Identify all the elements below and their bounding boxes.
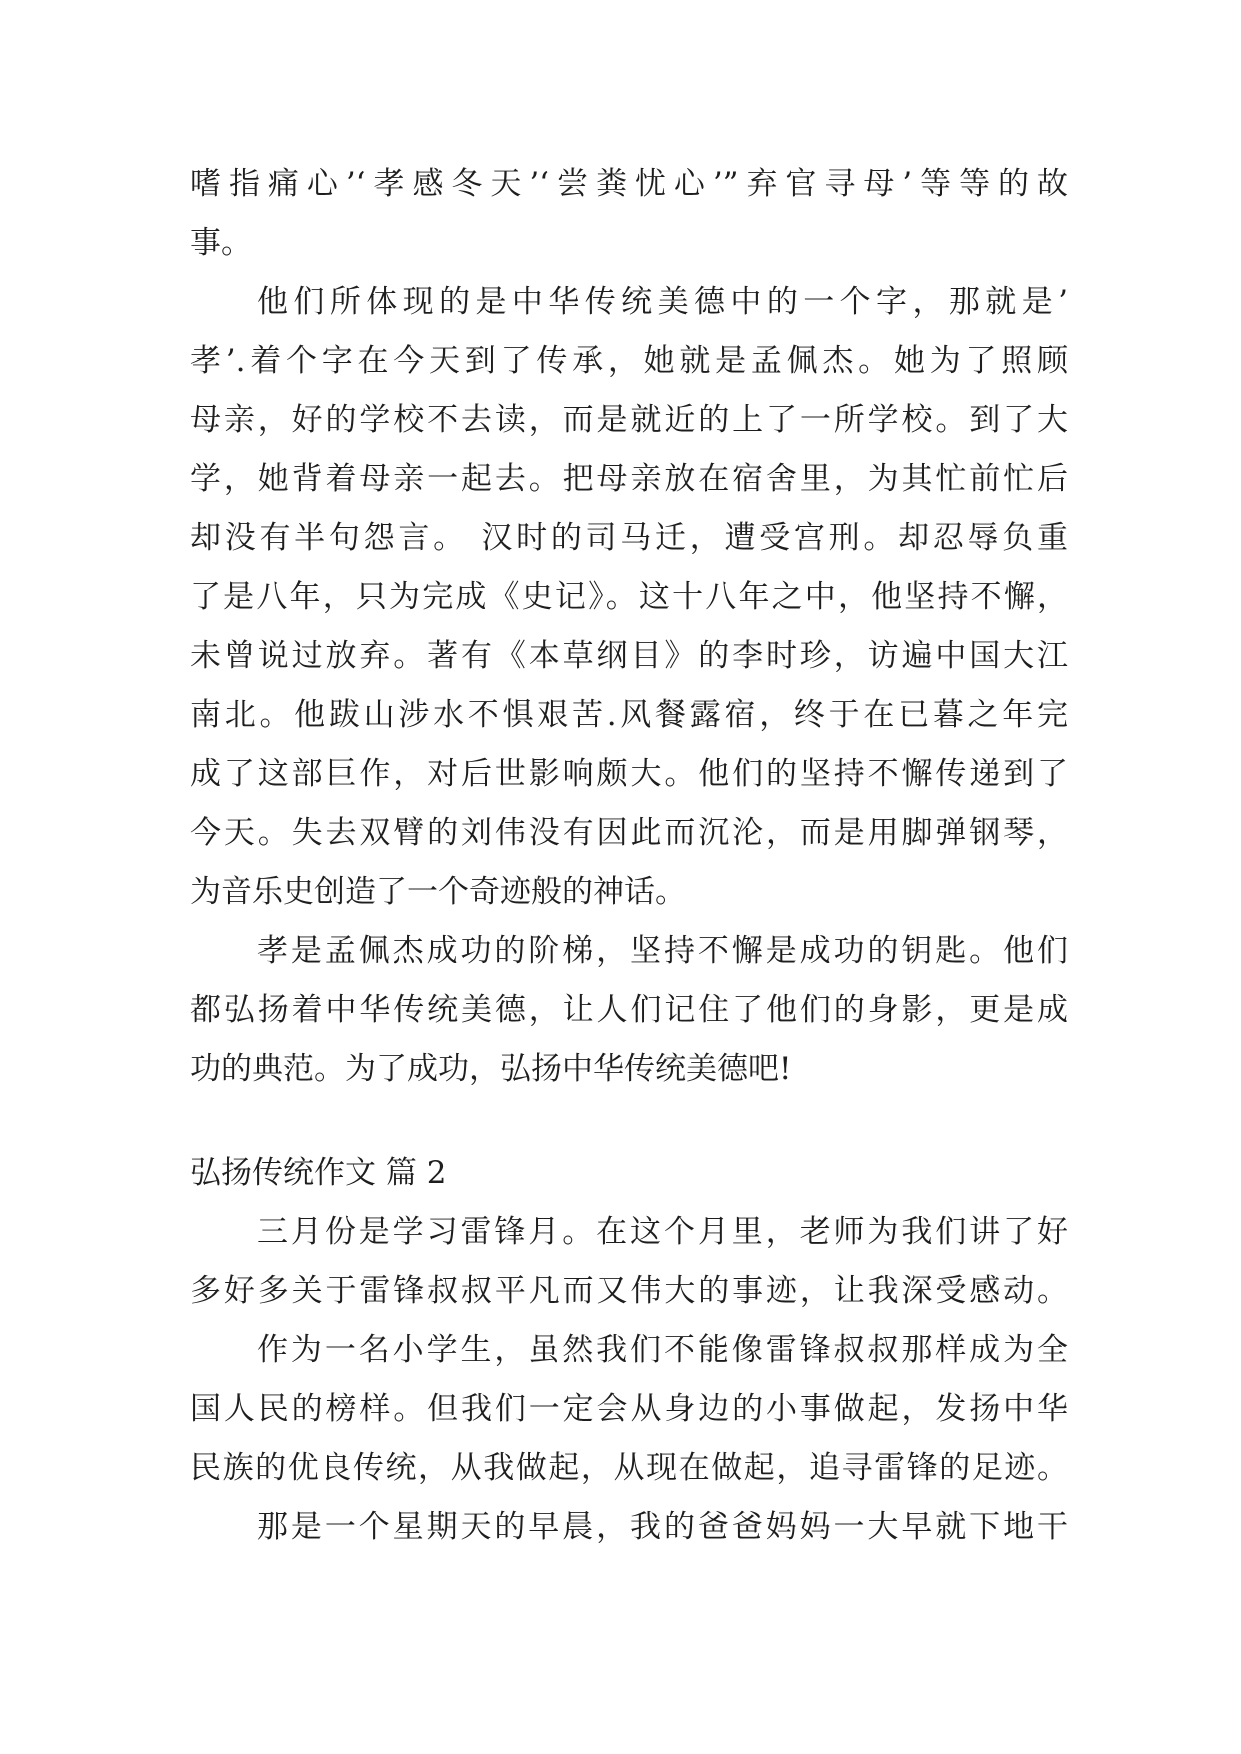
text-line: 了是八年，只为完成《史记》。这十八年之中，他坚持不懈， bbox=[190, 579, 1068, 615]
paragraph bbox=[190, 1321, 1068, 1498]
text-line: 事。 bbox=[190, 225, 252, 261]
text-line: 未曾说过放弃。著有《本草纲目》的李时珍，访遍中国大江 bbox=[190, 638, 1068, 674]
essay-title: 弘扬传统作文 篇 2 bbox=[190, 1155, 447, 1191]
text-line: 孝是孟佩杰成功的阶梯，坚持不懈是成功的钥匙。他们 bbox=[257, 933, 1068, 969]
text-line: 为音乐史创造了一个奇迹般的神话。 bbox=[190, 874, 686, 910]
text-line: 学，她背着母亲一起去。把母亲放在宿舍里，为其忙前忙后 bbox=[190, 461, 1068, 497]
text-line: 作为一名小学生，虽然我们不能像雷锋叔叔那样成为全 bbox=[257, 1332, 1068, 1368]
text-line: 母亲，好的学校不去读，而是就近的上了一所学校。到了大 bbox=[190, 402, 1068, 438]
text-line: 多好多关于雷锋叔叔平凡而又伟大的事迹，让我深受感动。 bbox=[190, 1273, 1068, 1309]
text-line: 三月份是学习雷锋月。在这个月里，老师为我们讲了好 bbox=[257, 1214, 1068, 1250]
text-line: 孝’.着个字在今天到了传承，她就是孟佩杰。她为了照顾 bbox=[190, 343, 1068, 379]
paragraph bbox=[190, 273, 1068, 922]
paragraph bbox=[190, 1203, 1068, 1321]
text-line: 功的典范。为了成功，弘扬中华传统美德吧! bbox=[190, 1051, 792, 1087]
paragraph bbox=[190, 1498, 1068, 1557]
document-body bbox=[190, 155, 1068, 1557]
paragraph bbox=[190, 922, 1068, 1099]
text-line: 今天。失去双臂的刘伟没有因此而沉沦，而是用脚弹钢琴， bbox=[190, 815, 1068, 851]
text-line: 却没有半句怨言。 汉时的司马迁，遭受宫刑。却忍辱负重 bbox=[190, 520, 1068, 556]
text-line: 那是一个星期天的早晨，我的爸爸妈妈一大早就下地干 bbox=[257, 1509, 1068, 1545]
text-line: 嗜指痛心’‘孝感冬天’‘尝粪忧心’”弃官寻母’等等的故 bbox=[190, 166, 1068, 202]
text-line: 他们所体现的是中华传统美德中的一个字，那就是’ bbox=[257, 284, 1068, 320]
text-line: 都弘扬着中华传统美德，让人们记住了他们的身影，更是成 bbox=[190, 992, 1068, 1028]
text-line: 国人民的榜样。但我们一定会从身边的小事做起，发扬中华 bbox=[190, 1391, 1068, 1427]
text-line: 民族的优良传统，从我做起，从现在做起，追寻雷锋的足迹。 bbox=[190, 1450, 1068, 1486]
text-line: 成了这部巨作，对后世影响颇大。他们的坚持不懈传递到了 bbox=[190, 756, 1068, 792]
paragraph bbox=[190, 155, 1068, 273]
text-line: 南北。他跋山涉水不惧艰苦.风餐露宿，终于在已暮之年完 bbox=[190, 697, 1068, 733]
